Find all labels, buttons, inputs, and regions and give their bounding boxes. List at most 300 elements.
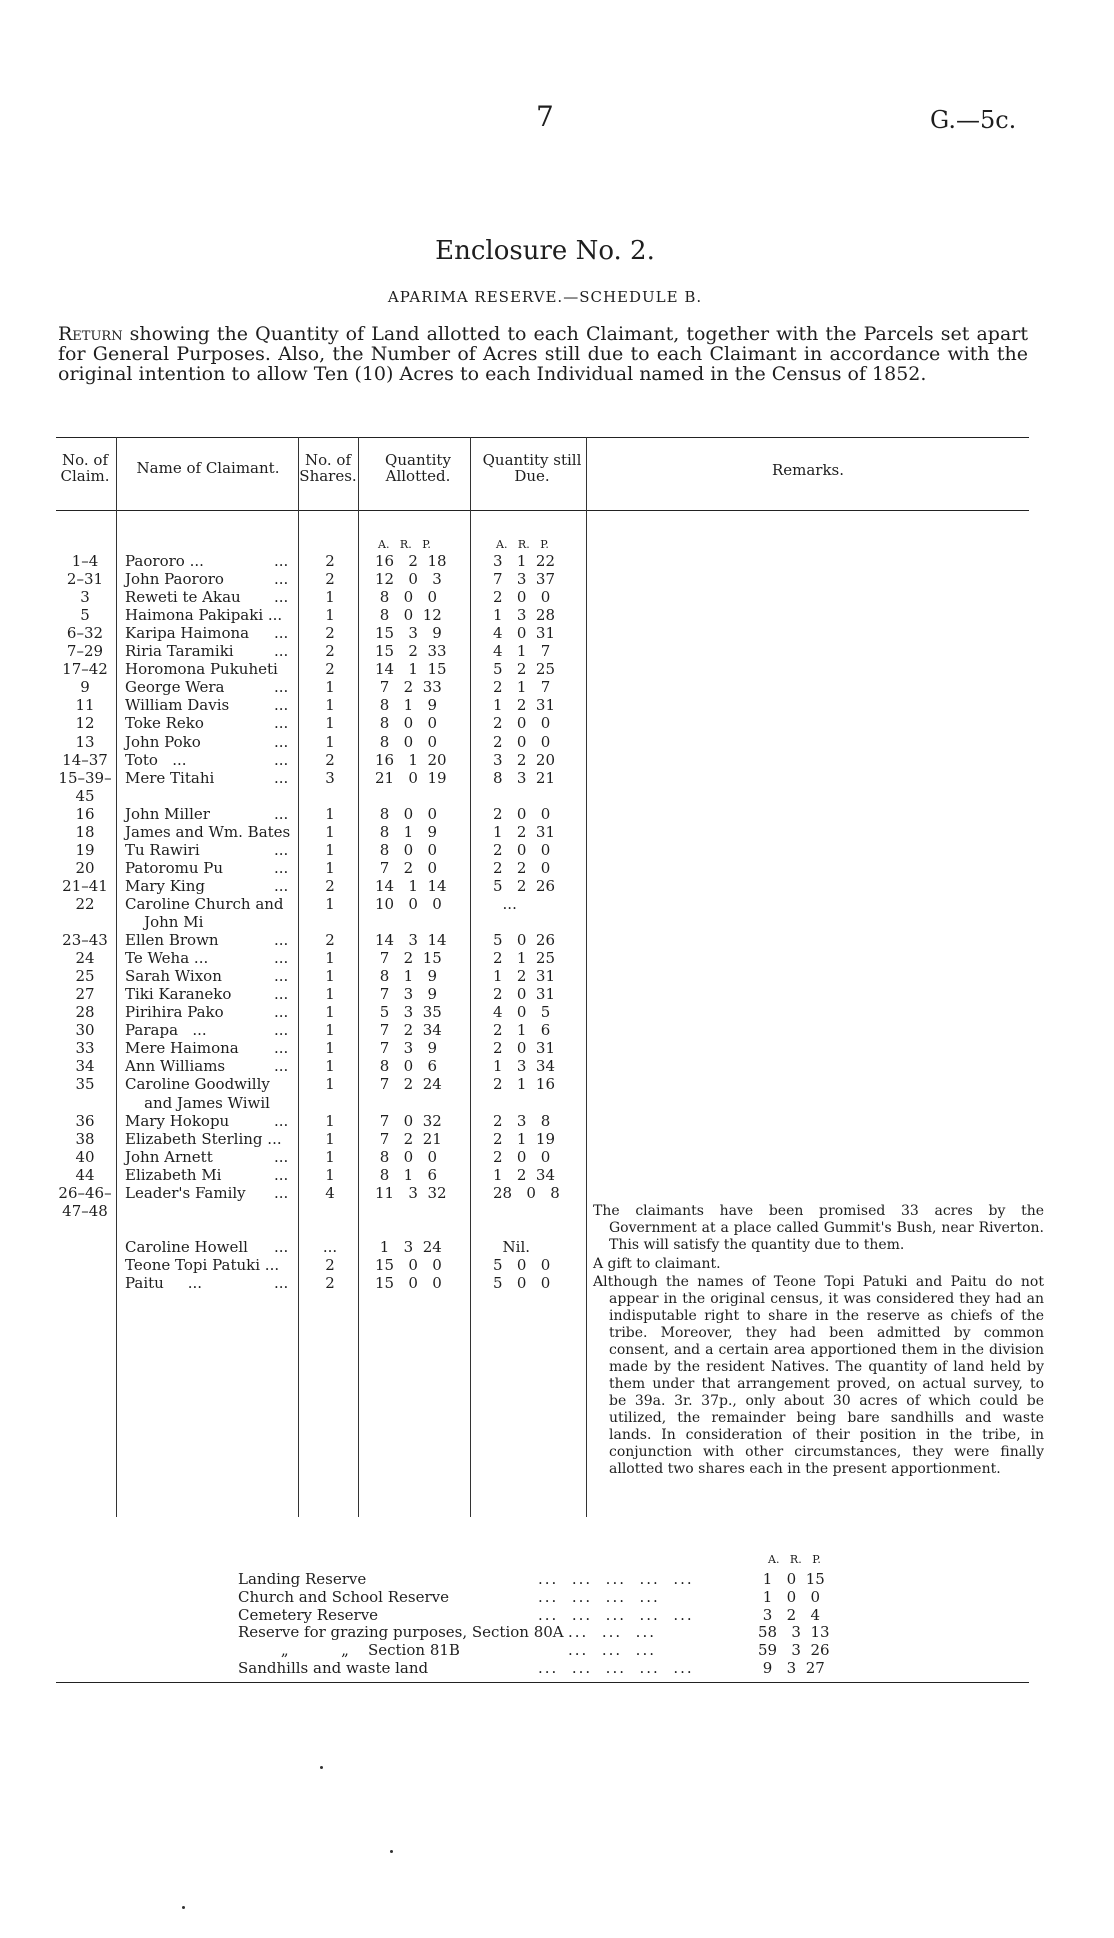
claim-cell: 5 [80,606,90,625]
table-row [0,642,590,660]
allotted-cell: 8 0 0 [375,732,438,751]
reserve-dots: ... ... ... ... ... [538,1605,694,1624]
claim-cell: 2–31 [66,570,104,589]
leader-dots: ... [274,732,289,751]
allotted-cell: 16 2 18 [375,552,447,570]
leader-dots: ... [274,624,289,643]
reserve-value: 9 3 27 [758,1659,825,1677]
claim-cell: 27 [75,985,95,1004]
table-row [0,1057,590,1075]
shares-cell: 1 [325,1021,335,1040]
reserve-row [238,1623,858,1641]
shares-cell: 2 [325,660,335,679]
allotted-cell: 7 2 24 [375,1075,442,1094]
print-speck [320,1766,323,1769]
name-cell: Toto ... [125,750,187,769]
name-cell: Teone Topi Patuki ... [125,1255,280,1274]
shares-cell: 1 [325,985,335,1004]
due-cell: 5 2 26 [493,876,556,895]
allotted-cell: 15 2 33 [375,642,447,661]
shares-cell: 1 [325,822,335,841]
due-cell: 4 0 5 [493,1003,551,1022]
leader-dots: ... [274,1274,289,1292]
leader-dots: ... [274,1111,289,1130]
reserve-row [238,1659,858,1677]
reserve-dots: ... ... ... ... [538,1587,660,1606]
table-row [0,877,590,895]
name-cell: Elizabeth Mi [125,1165,222,1184]
name-cell: Ann Williams [125,1057,226,1076]
table-bottom-rule [56,1682,1029,1683]
shares-cell: 2 [325,1274,335,1292]
reserve-row [238,1641,858,1659]
due-cell: 1 3 34 [493,1057,556,1076]
name-cell: John Mi [125,913,204,931]
due-cell: 2 0 31 [493,1039,556,1058]
claim-cell: 30 [75,1021,95,1040]
allotted-cell: 7 2 34 [375,1021,442,1040]
allotted-cell: 8 0 0 [375,804,438,823]
claim-cell: 12 [75,714,95,733]
allotted-cell: 16 1 20 [375,750,447,769]
table-row [0,624,590,642]
due-cell: Nil. [493,1237,531,1256]
table-row [0,606,590,624]
allotted-cell: 7 2 0 [375,858,438,877]
document-reference: G.—5c. [930,106,1017,134]
intro-paragraph [58,324,1028,384]
shares-cell: 1 [325,1057,335,1076]
name-cell: James and Wm. Bates [125,822,291,841]
name-cell: Mere Titahi [125,768,215,787]
allotted-cell: 15 3 9 [375,624,442,643]
shares-cell: 2 [325,750,335,769]
name-cell: Caroline Goodwilly [125,1075,270,1094]
due-cell: 8 3 21 [493,768,556,787]
name-cell: Pirihira Pako [125,1003,224,1022]
reserve-label: Landing Reserve [238,1570,367,1588]
table-row [0,1112,590,1130]
name-cell: John Miller [125,804,210,823]
table-row [0,913,590,931]
allotted-cell: 8 1 9 [375,967,438,986]
allotted-cell: 8 0 0 [375,714,438,733]
due-cell: 2 0 31 [493,985,556,1004]
leader-dots: ... [274,1183,289,1202]
reserve-row [238,1570,858,1588]
leader-dots: ... [274,858,289,877]
name-cell: Haimona Pakipaki ... [125,606,283,625]
table-row [0,714,590,732]
header-remarks: Remarks. [771,461,845,479]
shares-cell: 1 [325,840,335,859]
due-cell: 2 1 16 [493,1075,556,1094]
due-cell: 3 1 22 [493,552,556,570]
table-row [0,1021,590,1039]
name-cell: Reweti te Akau [125,588,241,607]
allotted-cell: 11 3 32 [375,1183,447,1202]
allotted-cell: 7 3 9 [375,1039,438,1058]
table-row [0,841,590,859]
leader-dots: ... [274,1057,289,1076]
due-cell: 2 3 8 [493,1111,551,1130]
leader-dots: ... [274,1039,289,1058]
claim-cell: 16 [75,804,95,823]
schedule-title: APARIMA RESERVE.—SCHEDULE B. [387,288,703,306]
claim-cell: 3 [80,588,90,607]
header-name: Name of Claimant. [136,459,280,477]
name-cell: and James Wiwil [125,1093,270,1112]
table-row [0,823,590,841]
due-cell: 4 1 7 [493,642,551,661]
allotted-cell: 1 3 24 [375,1237,442,1256]
due-cell: 2 1 25 [493,949,556,968]
due-cell: 5 0 26 [493,931,556,950]
shares-cell: 1 [325,1111,335,1130]
due-cell: 3 2 20 [493,750,556,769]
claim-cell: 7–29 [66,642,104,661]
table-row [0,678,590,696]
leader-dots: ... [274,1237,289,1256]
due-cell: 1 2 31 [493,822,556,841]
claim-cell: 6–32 [66,624,104,643]
allotted-cell: 8 0 0 [375,1147,438,1166]
due-cell: 2 1 19 [493,1129,556,1148]
due-cell: 2 1 7 [493,678,551,697]
reserve-label: Reserve for grazing purposes, Section 80A [238,1623,564,1642]
shares-cell: 2 [325,876,335,895]
shares-cell: 1 [325,949,335,968]
table-row [0,1039,590,1057]
due-cell: 2 0 0 [493,840,551,859]
shares-cell: 1 [325,1147,335,1166]
table-row [0,588,590,606]
table-header-rule [56,510,1029,511]
allotted-cell: 8 1 6 [375,1165,438,1184]
table-row [0,931,590,949]
allotted-cell: 8 0 12 [375,606,442,625]
due-cell: 2 0 0 [493,804,551,823]
reserve-value: 59 3 26 [758,1641,830,1660]
claim-cell: 36 [75,1111,95,1130]
name-cell: Ellen Brown [125,931,219,950]
leader-dots: ... [274,570,289,589]
claim-cell: 47–48 [62,1201,108,1220]
name-cell: William Davis [125,696,230,715]
due-cell: 2 0 0 [493,588,551,607]
table-row [0,696,590,714]
table-row [0,1003,590,1021]
claim-cell: 11 [75,696,95,715]
claim-cell: 19 [75,840,95,859]
leader-dots: ... [274,696,289,715]
reserve-value: 1 0 0 [758,1587,821,1606]
remark-leaders-family: The claimants have been promised 33 acres by the Government at a place called Gummit's Bush, near Riverton. This will satisfy the quantity due to them. [593,1203,1044,1253]
allotted-cell: 15 0 0 [375,1274,442,1292]
reserve-dots: ... ... ... ... ... [538,1659,694,1677]
shares-cell: 2 [325,552,335,570]
shares-cell: 1 [325,1165,335,1184]
shares-cell: 3 [325,768,335,787]
table-row [0,1094,590,1112]
shares-cell: 1 [325,714,335,733]
leader-dots: ... [274,1165,289,1184]
name-cell: Paitu ... [125,1274,202,1292]
header-shares: No. of Shares. [299,451,357,485]
claim-cell: 35 [75,1075,95,1094]
claim-cell: 21–41 [62,876,108,895]
name-cell: Sarah Wixon [125,967,222,986]
due-cell: 1 2 31 [493,967,556,986]
due-cell: 4 0 31 [493,624,556,643]
allotted-cell: 8 0 0 [375,840,438,859]
shares-cell: 2 [325,624,335,643]
claim-cell: 44 [75,1165,95,1184]
table-row [0,660,590,678]
leader-dots: ... [274,967,289,986]
claim-cell: 34 [75,1057,95,1076]
name-cell: Caroline Church and [125,894,284,913]
name-cell: Paororo ... [125,552,204,570]
table-row [0,1148,590,1166]
shares-cell: 1 [325,606,335,625]
due-cell: 1 2 31 [493,696,556,715]
allotted-cell: 10 0 0 [375,894,442,913]
allotted-cell: 8 1 9 [375,822,438,841]
reserve-dots: ... ... ... [568,1623,656,1642]
name-cell: Karipa Haimona [125,624,250,643]
reserve-label: „ „ Section 81B [238,1641,460,1660]
shares-cell: 1 [325,696,335,715]
reserve-label: Cemetery Reserve [238,1605,379,1624]
header-due: Quantity still Due. [482,451,582,485]
claim-cell: 13 [75,732,95,751]
due-cell: 5 2 25 [493,660,556,679]
name-cell: John Paororo [125,570,224,589]
leader-dots: ... [274,714,289,733]
table-row [0,552,590,570]
name-cell: Elizabeth Sterling ... [125,1129,282,1148]
allotted-cell: 12 0 3 [375,570,442,589]
table-row [0,1075,590,1093]
due-cell: 1 2 34 [493,1165,556,1184]
name-cell: Parapa ... [125,1021,207,1040]
claim-cell: 40 [75,1147,95,1166]
leader-dots: ... [274,931,289,950]
claim-cell: 38 [75,1129,95,1148]
reserve-dots: ... ... ... [568,1641,656,1660]
allotted-cell: 7 2 15 [375,949,442,968]
name-cell: Mary King [125,876,205,895]
allotted-cell: 5 3 35 [375,1003,442,1022]
allotted-cell: 15 0 0 [375,1255,442,1274]
claim-cell: 22 [75,894,95,913]
table-row [0,805,590,823]
claim-cell: 26–46– [58,1183,112,1202]
allotted-cell: 7 3 9 [375,985,438,1004]
shares-cell: ... [322,1237,338,1256]
allotted-cell: 21 0 19 [375,768,447,787]
shares-cell: 2 [325,570,335,589]
name-cell: Toke Reko [125,714,204,733]
table-top-rule [56,437,1029,438]
claim-cell: 24 [75,949,95,968]
reserve-value: 3 2 4 [758,1605,821,1624]
leader-dots: ... [274,1147,289,1166]
table-row [0,769,590,787]
table-row [0,787,590,805]
table-row [0,1220,590,1238]
name-cell: Riria Taramiki [125,642,234,661]
due-cell: 5 0 0 [493,1274,551,1292]
shares-cell: 1 [325,1003,335,1022]
leader-dots: ... [274,768,289,787]
table-row [0,733,590,751]
intro-text: showing the Quantity of Land allotted to each Claimant, together with the Parcels set apart for General Purposes. Also, the Number of Acres still due to each Claimant in accordance with the original intention to allow Ten (10) Acres to each Individual named in the Census of 1852. [58,323,1028,385]
due-cell: 2 0 0 [493,714,551,733]
leader-dots: ... [274,588,289,607]
claim-cell: 1–4 [71,552,99,570]
due-cell: 1 3 28 [493,606,556,625]
page-number: 7 [536,100,554,133]
claim-cell: 33 [75,1039,95,1058]
leader-dots: ... [274,840,289,859]
due-cell: 2 2 0 [493,858,551,877]
shares-cell: 4 [325,1183,335,1202]
claim-cell: 14–37 [62,750,108,769]
shares-cell: 1 [325,588,335,607]
allotted-cell: 7 2 33 [375,678,442,697]
claim-cell: 23–43 [62,931,108,950]
name-cell: John Poko [125,732,201,751]
claim-cell: 9 [80,678,90,697]
name-cell: George Wera [125,678,225,697]
reserve-row [238,1588,858,1606]
due-cell: 7 3 37 [493,570,556,589]
allotted-cell: 8 0 0 [375,588,438,607]
remark-patuki-paitu: Although the names of Teone Topi Patuki and Paitu do not appear in the original census, it was considered they had an indisputable right to share in the reserve as chiefs of the tribe. Moreover, they had been admitted by common consent, and a certain area apportioned them in the division made by the resident Natives. The quantity of land held by them under that arrangement proved, on actual survey, to be 39a. 3r. 37p., only about 30 acres of which could be utilized, the remainder being bare sandhills and waste lands. In consideration of their position in the tribe, in conjunction with other circumstances, they were finally allotted two shares each in the present apportionment. [593,1274,1044,1477]
table-row [0,1166,590,1184]
table-row [0,1238,590,1256]
due-cell: 2 1 6 [493,1021,551,1040]
reserve-value: 1 0 15 [758,1570,825,1588]
leader-dots: ... [274,804,289,823]
claim-cell: 20 [75,858,95,877]
allotted-unit-header: A. R. P. [378,538,431,551]
shares-cell: 1 [325,858,335,877]
name-cell: Leader's Family [125,1183,246,1202]
reserve-value: 58 3 13 [758,1623,830,1642]
shares-cell: 1 [325,732,335,751]
due-cell: ... [493,894,517,913]
shares-cell: 2 [325,1255,335,1274]
reserve-dots: ... ... ... ... ... [538,1570,694,1588]
due-cell: 2 0 0 [493,732,551,751]
leader-dots: ... [274,985,289,1004]
shares-cell: 1 [325,1075,335,1094]
shares-cell: 1 [325,967,335,986]
shares-cell: 2 [325,931,335,950]
table-row [0,570,590,588]
name-cell: Te Weha ... [125,949,209,968]
table-row [0,1256,590,1274]
leader-dots: ... [274,1021,289,1040]
shares-cell: 1 [325,894,335,913]
table-row [0,859,590,877]
table-row [0,1130,590,1148]
reserves-unit-header: A. R. P. [768,1553,821,1566]
enclosure-title: Enclosure No. 2. [435,236,655,266]
due-unit-header: A. R. P. [496,538,549,551]
shares-cell: 1 [325,804,335,823]
name-cell: Mary Hokopu [125,1111,230,1130]
allotted-cell: 14 1 14 [375,876,447,895]
name-cell: Caroline Howell [125,1237,248,1256]
shares-cell: 1 [325,1039,335,1058]
leader-dots: ... [274,1003,289,1022]
leader-dots: ... [274,642,289,661]
claim-cell: 25 [75,967,95,986]
leader-dots: ... [274,949,289,968]
intro-lead: Return [58,323,123,345]
shares-cell: 1 [325,678,335,697]
shares-cell: 2 [325,642,335,661]
claim-cell: 15–39– [58,768,112,787]
table-row [0,967,590,985]
claim-cell: 17–42 [62,660,108,679]
allotted-cell: 7 0 32 [375,1111,442,1130]
shares-cell: 1 [325,1129,335,1148]
due-cell: 5 0 0 [493,1255,551,1274]
header-allotted: Quantity Allotted. [385,451,451,485]
table-row [0,985,590,1003]
table-row [0,1274,590,1292]
reserve-label: Sandhills and waste land [238,1659,429,1677]
claim-cell: 28 [75,1003,95,1022]
table-row [0,949,590,967]
table-row [0,1202,590,1220]
allotted-cell: 14 3 14 [375,931,447,950]
name-cell: John Arnett [125,1147,213,1166]
name-cell: Tu Rawiri [125,840,200,859]
print-speck [182,1906,185,1909]
allotted-cell: 7 2 21 [375,1129,442,1148]
name-cell: Horomona Pukuheti [125,660,278,679]
allotted-cell: 14 1 15 [375,660,447,679]
table-row [0,895,590,913]
allotted-cell: 8 0 6 [375,1057,438,1076]
due-cell: 28 0 8 [493,1183,560,1202]
name-cell: Tiki Karaneko [125,985,232,1004]
reserve-label: Church and School Reserve [238,1587,450,1606]
leader-dots: ... [274,750,289,769]
allotted-cell: 8 1 9 [375,696,438,715]
table-row [0,751,590,769]
leader-dots: ... [274,678,289,697]
name-cell: Patoromu Pu [125,858,224,877]
name-cell: Mere Haimona [125,1039,239,1058]
claim-cell: 45 [75,786,95,805]
print-speck [390,1850,393,1853]
leader-dots: ... [274,552,289,570]
reserve-row [238,1606,858,1624]
table-row [0,1184,590,1202]
remark-gift: A gift to claimant. [593,1256,721,1272]
leader-dots: ... [274,876,289,895]
header-claim: No. of Claim. [60,451,110,485]
claim-cell: 18 [75,822,95,841]
due-cell: 2 0 0 [493,1147,551,1166]
